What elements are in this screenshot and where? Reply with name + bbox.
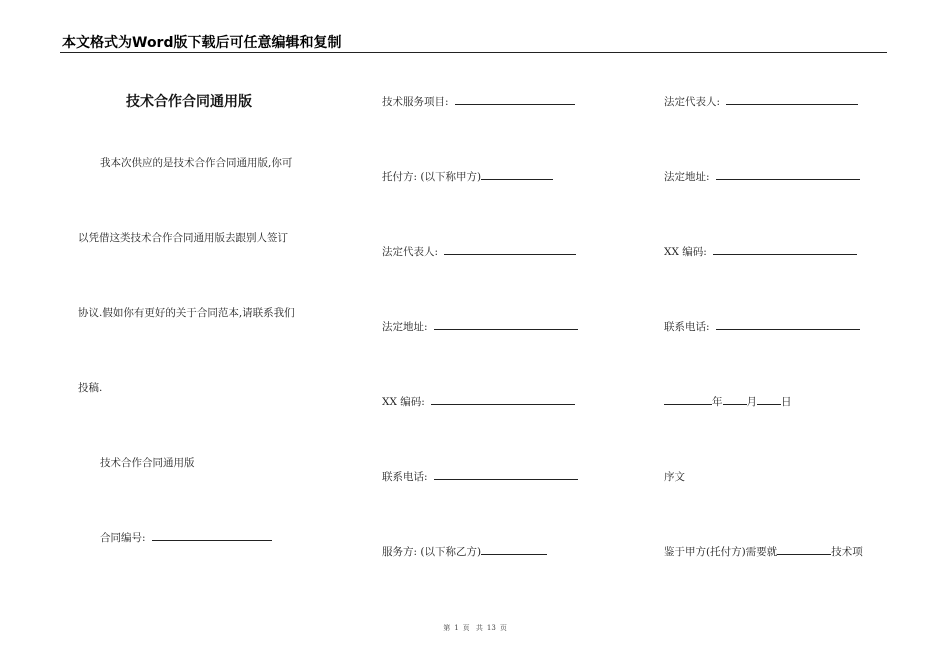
provider-phone-blank[interactable] <box>716 320 860 330</box>
client-postcode-blank[interactable] <box>431 395 575 405</box>
client-phone-label: 联系电话: <box>382 471 428 483</box>
provider-phone-row <box>664 319 860 334</box>
intro-paragraph-line-2: 以凭借这类技术合作合同通用版去跟别人签订 <box>78 232 288 244</box>
footer-page-number: 1 <box>454 624 459 632</box>
contract-number-blank[interactable] <box>152 531 272 541</box>
provider-legal-rep-row <box>664 94 858 109</box>
client-legal-rep-row <box>382 244 576 259</box>
provider-postcode-blank[interactable] <box>713 245 857 255</box>
contract-name-line: 技术合作合同通用版 <box>100 457 195 469</box>
provider-legal-rep-label: 法定代表人: <box>664 96 721 108</box>
document-header-title: 本文格式为Word版下载后可任意编辑和复制 <box>62 35 342 51</box>
date-month-label: 月 <box>746 396 757 408</box>
client-postcode-label: XX 编码: <box>382 396 425 408</box>
client-legal-rep-blank[interactable] <box>444 245 576 255</box>
client-phone-blank[interactable] <box>434 470 578 480</box>
preamble-text-start: 鉴于甲方(托付方)需要就 <box>664 546 778 558</box>
client-legal-address-blank[interactable] <box>434 320 578 330</box>
contract-number-row <box>100 530 272 545</box>
date-year-blank[interactable] <box>664 395 712 405</box>
date-year-label: 年 <box>712 396 723 408</box>
provider-legal-address-row <box>664 169 860 184</box>
client-legal-rep-label: 法定代表人: <box>382 246 439 258</box>
client-legal-address-row <box>382 319 578 334</box>
preamble-project-blank[interactable] <box>777 545 831 555</box>
signing-date-row <box>664 394 792 409</box>
intro-paragraph-line-3: 协议.假如你有更好的关于合同范本,请联系我们 <box>78 307 295 319</box>
intro-paragraph-line-4: 投稿. <box>78 382 103 394</box>
document-title: 技术合作合同通用版 <box>126 94 252 110</box>
footer-total-pages: 13 <box>486 624 496 632</box>
provider-legal-address-blank[interactable] <box>716 170 860 180</box>
client-postcode-row <box>382 394 575 409</box>
client-legal-address-label: 法定地址: <box>382 321 428 333</box>
provider-phone-label: 联系电话: <box>664 321 710 333</box>
client-phone-row <box>382 469 578 484</box>
provider-row <box>382 544 547 559</box>
preamble-row <box>664 544 863 559</box>
date-month-blank[interactable] <box>723 395 747 405</box>
client-row <box>382 169 553 184</box>
provider-label: 服务方: (以下称乙方) <box>382 546 482 558</box>
preamble-text-end: 技术项 <box>831 546 863 558</box>
client-blank[interactable] <box>481 170 553 180</box>
provider-postcode-row <box>664 244 857 259</box>
footer-page-label: 第 <box>443 624 451 632</box>
provider-legal-address-label: 法定地址: <box>664 171 710 183</box>
footer-total-unit: 页 <box>499 624 507 632</box>
provider-blank[interactable] <box>481 545 547 555</box>
preface-heading: 序文 <box>664 471 685 483</box>
page-footer <box>0 623 950 633</box>
footer-page-unit: 页 <box>462 624 470 632</box>
service-item-blank[interactable] <box>455 95 575 105</box>
provider-postcode-label: XX 编码: <box>664 246 707 258</box>
contract-number-label: 合同编号: <box>100 532 146 544</box>
header-divider <box>60 52 887 53</box>
date-day-label: 日 <box>781 396 792 408</box>
footer-total-label: 共 <box>475 624 483 632</box>
date-day-blank[interactable] <box>757 395 781 405</box>
client-label: 托付方: (以下称甲方) <box>382 171 482 183</box>
provider-legal-rep-blank[interactable] <box>726 95 858 105</box>
service-item-label: 技术服务项目: <box>382 96 449 108</box>
service-item-row <box>382 94 575 109</box>
intro-paragraph-line-1: 我本次供应的是技术合作合同通用版,你可 <box>100 157 293 169</box>
